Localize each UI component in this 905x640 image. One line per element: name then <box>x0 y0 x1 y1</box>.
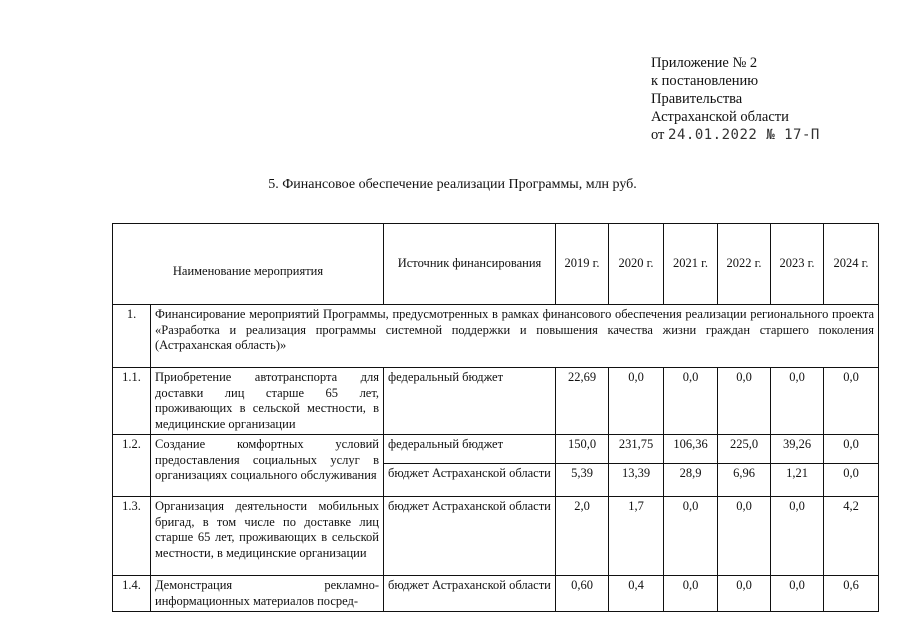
financing-table <box>112 223 879 612</box>
value-2024: 4,2 <box>824 497 879 576</box>
table-row <box>113 576 879 612</box>
header-2020: 2020 г. <box>609 224 664 305</box>
table-row <box>113 368 879 435</box>
appendix-block <box>651 54 820 144</box>
value-2021: 0,0 <box>664 368 718 435</box>
value-2019: 150,0 <box>556 435 609 464</box>
value-2024: 0,6 <box>824 576 879 612</box>
table-row <box>113 497 879 576</box>
row-number: 1.4. <box>113 576 151 612</box>
appendix-date-line <box>651 126 820 144</box>
value-2023: 39,26 <box>771 435 824 464</box>
row-name: Демонстрация рекламно-информационных материалов посред- <box>151 576 384 612</box>
header-2021: 2021 г. <box>664 224 718 305</box>
appendix-from-label: от <box>651 127 665 143</box>
row-source: федеральный бюджет <box>384 435 556 464</box>
value-2022: 6,96 <box>718 464 771 497</box>
value-2023: 0,0 <box>771 497 824 576</box>
row-name: Приобретение автотранспорта для доставки лиц старше 65 лет, проживающих в сельской местности, в медицинские организации <box>151 368 384 435</box>
value-2019: 5,39 <box>556 464 609 497</box>
row-name: Создание комфортных условий предоставления социальных услуг в организациях социального обслуживания <box>151 435 384 497</box>
table-row <box>113 435 879 464</box>
header-2023: 2023 г. <box>771 224 824 305</box>
appendix-line: к постановлению <box>651 73 759 89</box>
section-number: 1. <box>113 305 151 368</box>
section-text: Финансирование мероприятий Программы, предусмотренных в рамках финансового обеспечения реализации регионального проекта «Разработка и реализация программы системной поддержки и повышения качества жизни граждан старшего поколения (Астраханская область)» <box>151 305 879 368</box>
appendix-date-number: 24.01.2022 № 17-П <box>668 127 820 143</box>
value-2020: 0,4 <box>609 576 664 612</box>
value-2021: 106,36 <box>664 435 718 464</box>
value-2019: 22,69 <box>556 368 609 435</box>
row-number: 1.3. <box>113 497 151 576</box>
row-source: бюджет Астраханской области <box>384 576 556 612</box>
row-number: 1.2. <box>113 435 151 497</box>
header-2022: 2022 г. <box>718 224 771 305</box>
value-2021: 0,0 <box>664 497 718 576</box>
header-source: Источник финансирования <box>384 224 556 305</box>
value-2022: 225,0 <box>718 435 771 464</box>
value-2019: 2,0 <box>556 497 609 576</box>
header-2019: 2019 г. <box>556 224 609 305</box>
value-2024: 0,0 <box>824 435 879 464</box>
value-2022: 0,0 <box>718 368 771 435</box>
row-number: 1.1. <box>113 368 151 435</box>
row-source: бюджет Астраханской области <box>384 497 556 576</box>
value-2020: 0,0 <box>609 368 664 435</box>
value-2023: 1,21 <box>771 464 824 497</box>
value-2020: 13,39 <box>609 464 664 497</box>
value-2021: 0,0 <box>664 576 718 612</box>
row-name: Организация деятельности мобильных бригад, в том числе по доставке лиц старше 65 лет, проживающих в сельской местности, в медицинские организации <box>151 497 384 576</box>
appendix-title: Приложение № 2 <box>651 55 758 71</box>
table-section-row <box>113 305 879 368</box>
value-2020: 1,7 <box>609 497 664 576</box>
value-2023: 0,0 <box>771 368 824 435</box>
appendix-line: Правительства <box>651 91 743 107</box>
header-2024: 2024 г. <box>824 224 879 305</box>
row-source: федеральный бюджет <box>384 368 556 435</box>
value-2022: 0,0 <box>718 497 771 576</box>
header-name: Наименование мероприятия <box>113 224 384 305</box>
appendix-line: Астраханской области <box>651 109 789 125</box>
value-2024: 0,0 <box>824 464 879 497</box>
value-2021: 28,9 <box>664 464 718 497</box>
row-source: бюджет Астраханской области <box>384 464 556 497</box>
value-2023: 0,0 <box>771 576 824 612</box>
value-2019: 0,60 <box>556 576 609 612</box>
section-title: 5. Финансовое обеспечение реализации Программы, млн руб. <box>268 177 637 192</box>
value-2020: 231,75 <box>609 435 664 464</box>
value-2024: 0,0 <box>824 368 879 435</box>
table-header-row <box>113 224 879 305</box>
value-2022: 0,0 <box>718 576 771 612</box>
